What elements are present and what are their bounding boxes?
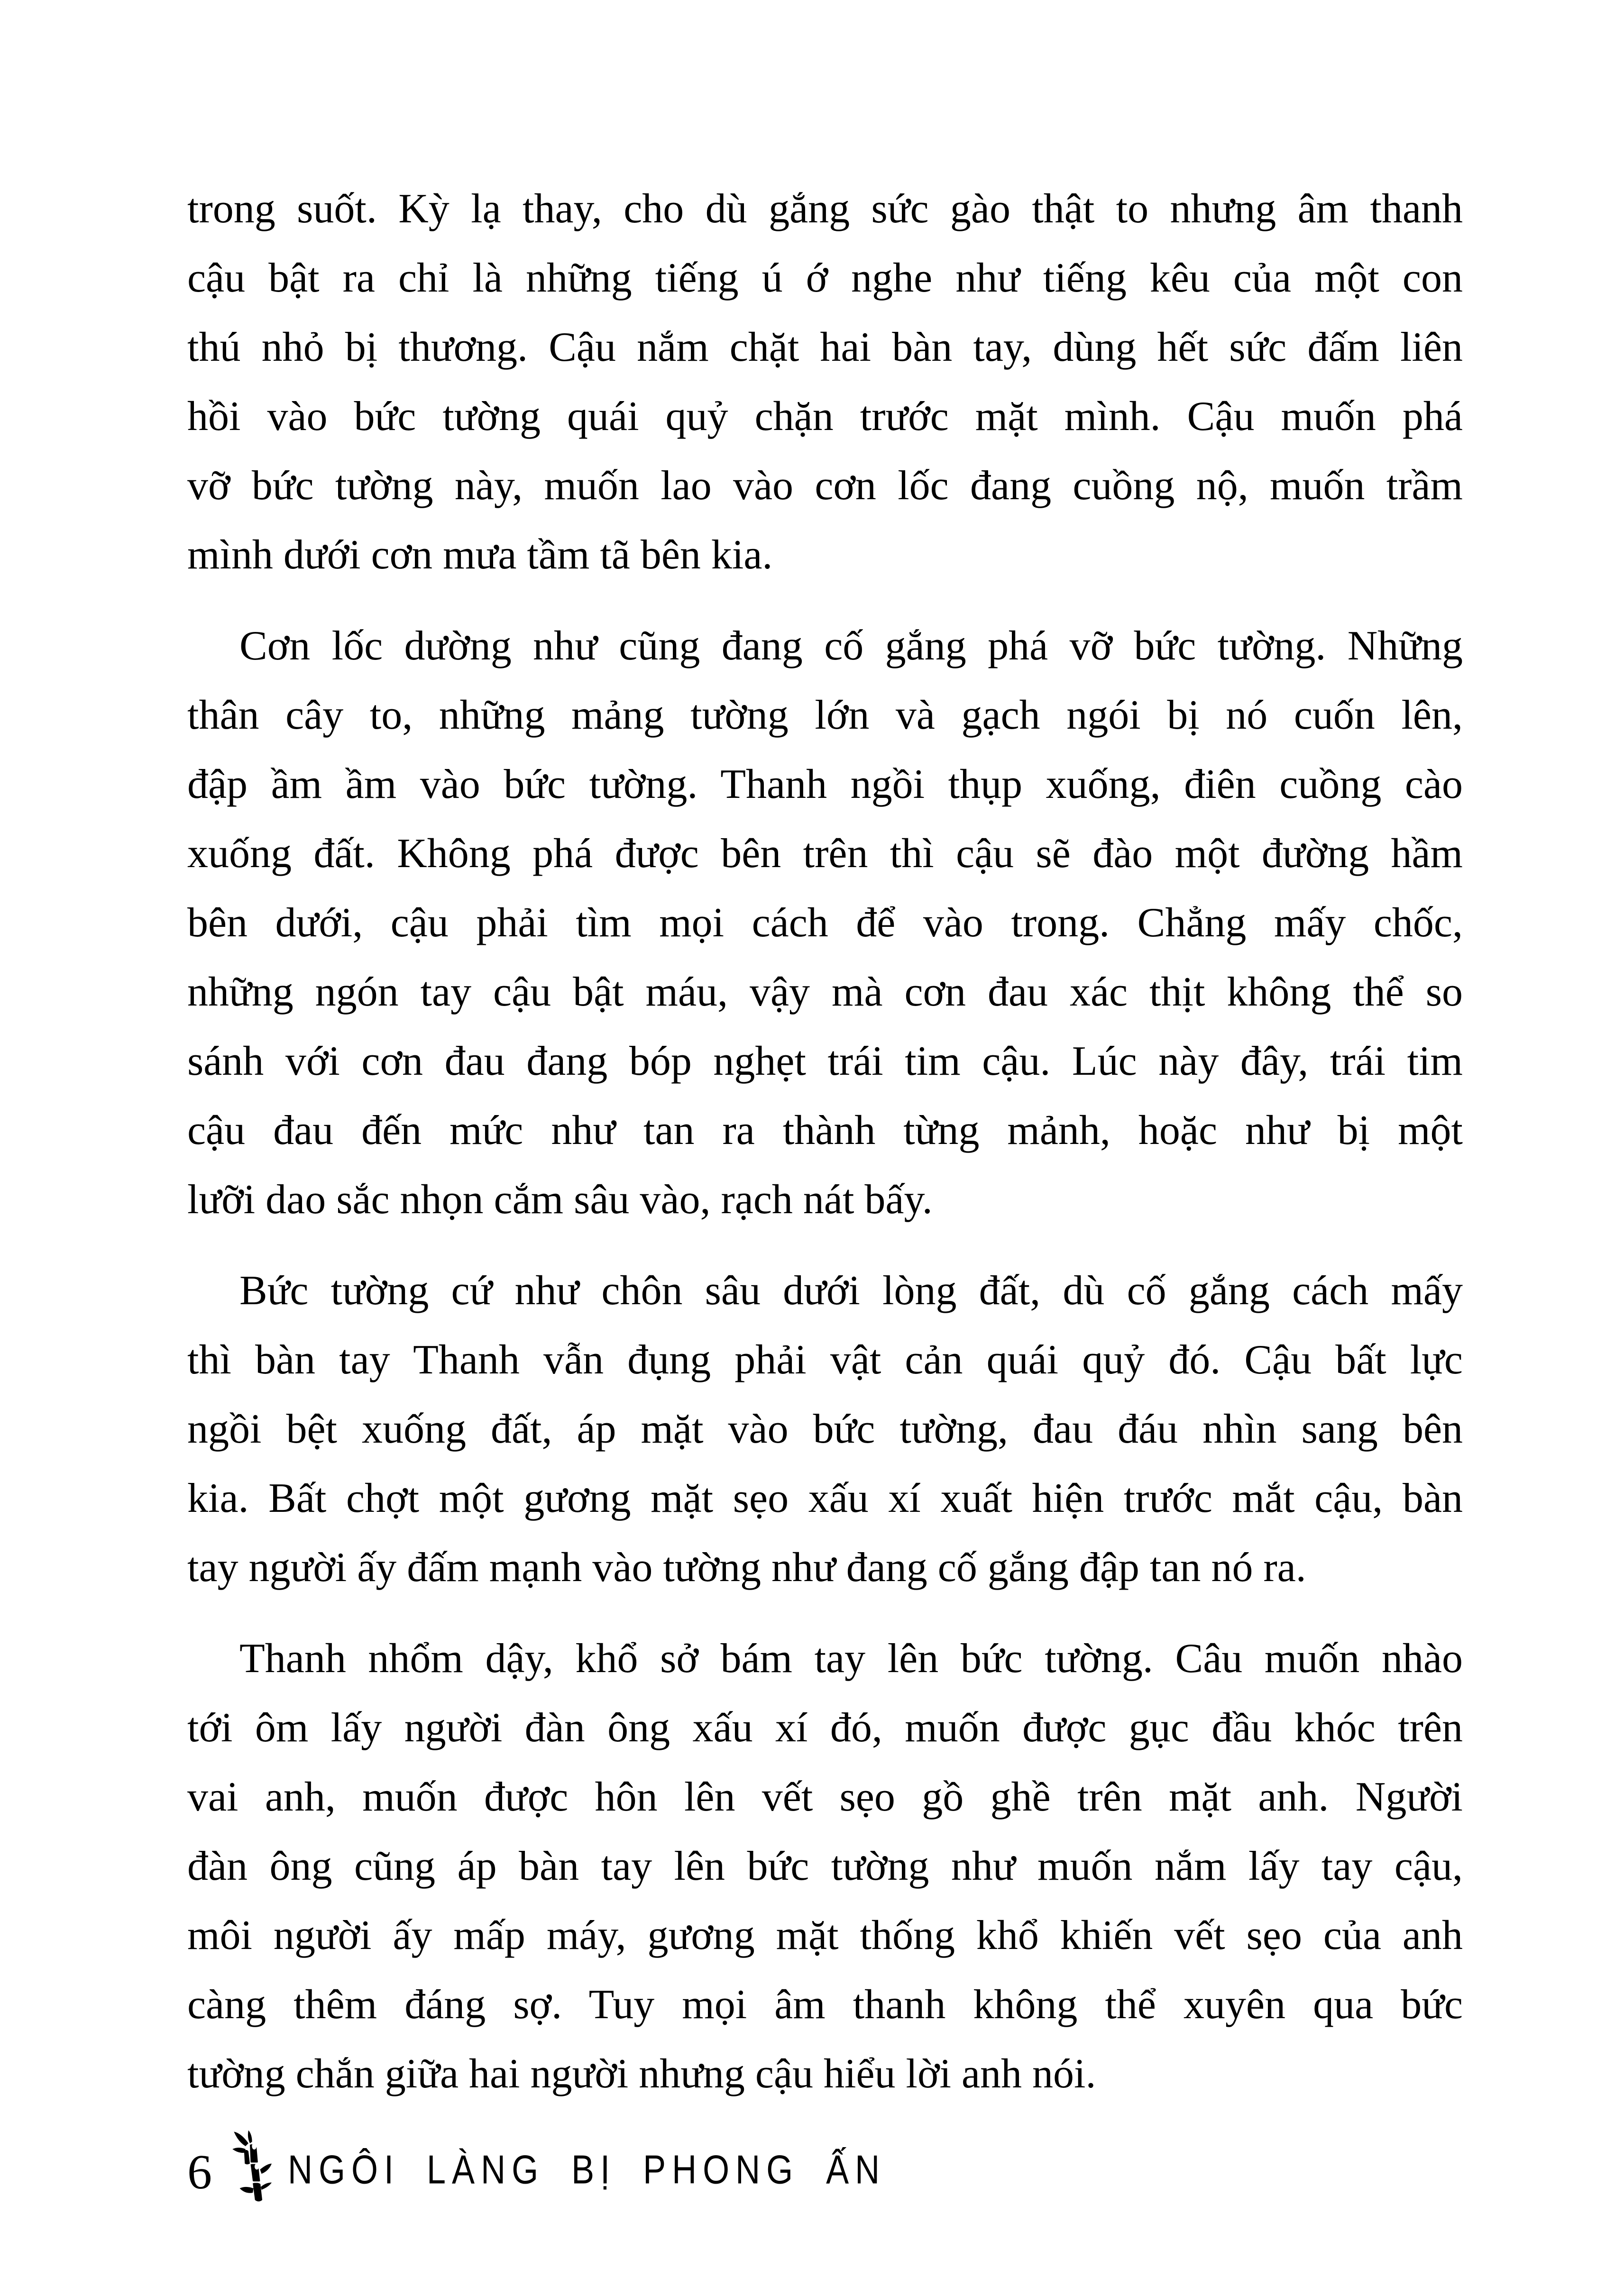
text-line: hồi vào bức tường quái quỷ chặn trước mặt mình. Cậu muốn phá bbox=[187, 393, 1463, 439]
text-line: lưỡi dao sắc nhọn cắm sâu vào, rạch nát bấy. bbox=[187, 1177, 933, 1223]
text-line: tay người ấy đấm mạnh vào tường như đang cố gắng đập tan nó ra. bbox=[187, 1545, 1306, 1591]
text-line: đàn ông cũng áp bàn tay lên bức tường như muốn nắm lấy tay cậu, bbox=[187, 1843, 1463, 1889]
text-line: đập ầm ầm vào bức tường. Thanh ngồi thụp xuống, điên cuồng cào bbox=[187, 761, 1463, 807]
text-line: những ngón tay cậu bật máu, vậy mà cơn đau xác thịt không thể so bbox=[187, 969, 1463, 1015]
text-line: trong suốt. Kỳ lạ thay, cho dù gắng sức gào thật to nhưng âm thanh bbox=[187, 186, 1463, 232]
text-line: thú nhỏ bị thương. Cậu nắm chặt hai bàn tay, dùng hết sức đấm liên bbox=[187, 324, 1463, 370]
text-line: Bức tường cứ như chôn sâu dưới lòng đất, dù cố gắng cách mấy bbox=[239, 1268, 1463, 1314]
paragraph bbox=[187, 174, 1463, 590]
text-line: cậu bật ra chỉ là những tiếng ú ớ nghe như tiếng kêu của một con bbox=[187, 255, 1463, 301]
paragraph bbox=[187, 612, 1463, 1235]
paragraph bbox=[187, 1624, 1463, 2109]
text-line: kia. Bất chợt một gương mặt sẹo xấu xí xuất hiện trước mắt cậu, bàn bbox=[187, 1475, 1463, 1521]
text-line: Cơn lốc dường như cũng đang cố gắng phá vỡ bức tường. Những bbox=[239, 623, 1463, 669]
text-line: xuống đất. Không phá được bên trên thì cậu sẽ đào một đường hầm bbox=[187, 831, 1463, 877]
text-line: ngồi bệt xuống đất, áp mặt vào bức tường, đau đáu nhìn sang bên bbox=[187, 1406, 1463, 1452]
text-line: bên dưới, cậu phải tìm mọi cách để vào trong. Chẳng mấy chốc, bbox=[187, 900, 1463, 946]
text-line: tới ôm lấy người đàn ông xấu xí đó, muốn được gục đầu khóc trên bbox=[187, 1705, 1463, 1751]
text-line: càng thêm đáng sợ. Tuy mọi âm thanh không thể xuyên qua bức bbox=[187, 1982, 1463, 2028]
book-title: NGÔI LÀNG BỊ PHONG ẤN bbox=[288, 2147, 886, 2193]
text-line: tường chắn giữa hai người nhưng cậu hiểu lời anh nói. bbox=[187, 2051, 1096, 2097]
text-line: mình dưới cơn mưa tầm tã bên kia. bbox=[187, 532, 773, 578]
bamboo-leaf-icon bbox=[228, 2131, 272, 2205]
text-block bbox=[187, 174, 1463, 2109]
text-line: Thanh nhổm dậy, khổ sở bám tay lên bức tường. Câu muốn nhào bbox=[239, 1636, 1463, 1682]
text-line: môi người ấy mấp máy, gương mặt thống khổ khiến vết sẹo của anh bbox=[187, 1912, 1463, 1958]
text-line: thì bàn tay Thanh vẫn đụng phải vật cản quái quỷ đó. Cậu bất lực bbox=[187, 1337, 1463, 1383]
text-line: vai anh, muốn được hôn lên vết sẹo gồ ghề trên mặt anh. Người bbox=[187, 1774, 1463, 1820]
text-line: cậu đau đến mức như tan ra thành từng mảnh, hoặc như bị một bbox=[187, 1107, 1463, 1153]
text-line: thân cây to, những mảng tường lớn và gạch ngói bị nó cuốn lên, bbox=[187, 692, 1463, 738]
page-number: 6 bbox=[187, 2145, 212, 2199]
page-footer bbox=[187, 2125, 1463, 2201]
text-line: sánh với cơn đau đang bóp nghẹt trái tim cậu. Lúc này đây, trái tim bbox=[187, 1038, 1463, 1084]
text-line: vỡ bức tường này, muốn lao vào cơn lốc đang cuồng nộ, muốn trầm bbox=[187, 463, 1463, 509]
paragraph bbox=[187, 1256, 1463, 1602]
